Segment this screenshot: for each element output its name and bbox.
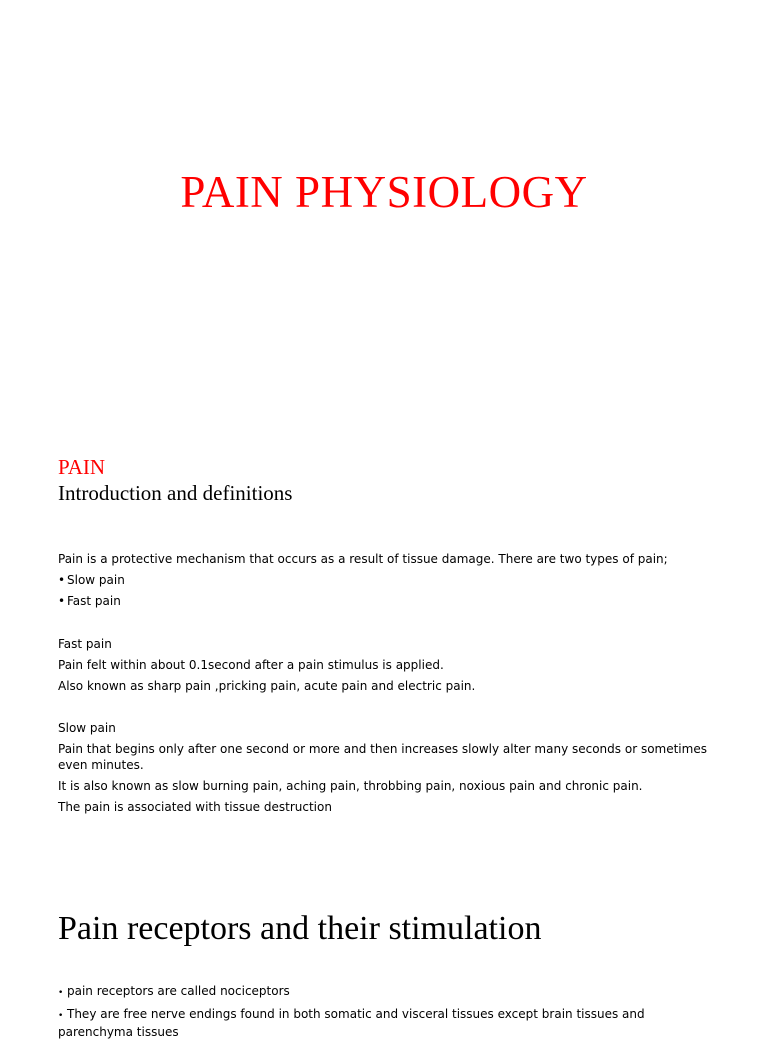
slow-pain-block — [58, 720, 708, 815]
slow-pain-line: The pain is associated with tissue destruction — [58, 800, 332, 814]
fast-pain-label: Fast pain — [58, 637, 112, 651]
fast-pain-block — [58, 636, 708, 694]
receptors-list — [58, 983, 708, 1040]
receptor-bullet: • They are free nerve endings found in both somatic and visceral tissues except brain tissues and parenchyma tissues — [58, 1006, 708, 1040]
page-title: PAIN PHYSIOLOGY — [180, 167, 588, 217]
receptor-bullet: • pain receptors are called nociceptors — [58, 983, 708, 1001]
section-subheading: Introduction and definitions — [58, 481, 293, 505]
fast-pain-line: Also known as sharp pain ,pricking pain, acute pain and electric pain. — [58, 679, 476, 693]
intro-paragraph: Pain is a protective mechanism that occurs as a result of tissue damage. There are two types of pain; — [58, 552, 668, 566]
pain-type-item: • Slow pain — [58, 572, 708, 588]
section-heading-pain: PAIN — [58, 455, 106, 479]
slow-pain-line: It is also known as slow burning pain, aching pain, throbbing pain, noxious pain and chronic pain. — [58, 779, 643, 793]
fast-pain-line: Pain felt within about 0.1second after a pain stimulus is applied. — [58, 658, 444, 672]
section-heading-receptors: Pain receptors and their stimulation — [58, 910, 542, 947]
slow-pain-label: Slow pain — [58, 721, 116, 735]
slow-pain-line: Pain that begins only after one second or more and then increases slowly alter many seconds or sometimes even minutes. — [58, 742, 707, 772]
pain-type-item: • Fast pain — [58, 593, 708, 609]
intro-block — [58, 551, 708, 609]
